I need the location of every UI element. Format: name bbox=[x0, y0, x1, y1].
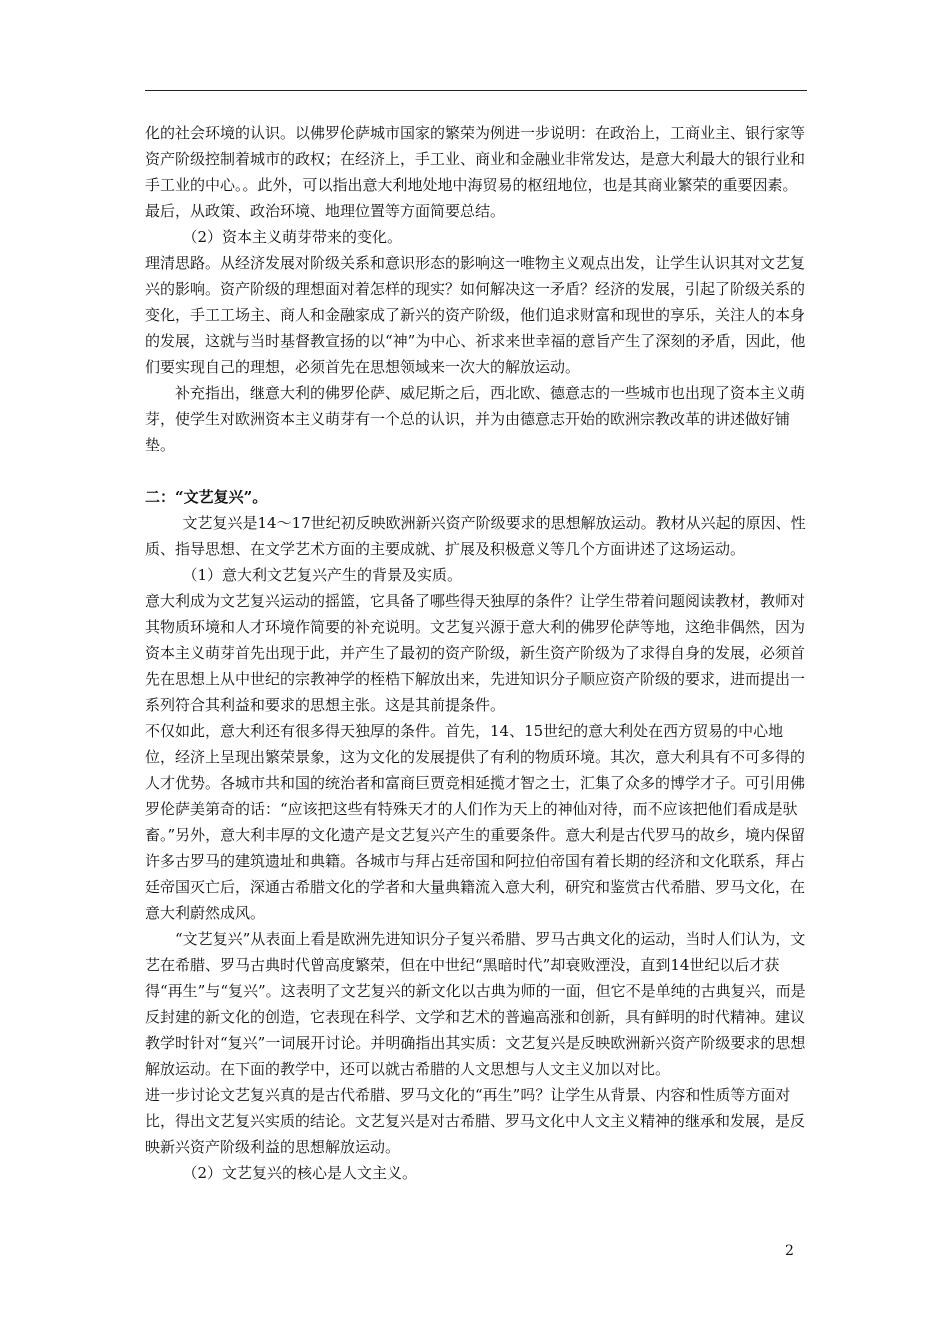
document-body bbox=[145, 120, 807, 1186]
subheading: （2）资本主义萌芽带来的变化。 bbox=[182, 228, 403, 246]
paragraph: 意大利成为文艺复兴运动的摇篮，它具备了哪些得天独厚的条件？让学生带着问题阅读教材，教师对其物质环境和人才环境作简要的补充说明。文艺复兴源于意大利的佛罗伦萨等地，这绝非偶然，因为资本主义萌芽首先出现于此，并产生了最初的资产阶级，新生资产阶级为了求得自身的发展，必须首先在思想上从中世纪的宗教神学的桎梏下解放出来，先进知识分子顺应资产阶级的要求，进而提出一系列符合其利益和要求的思想主张。这是其前提条件。 bbox=[145, 592, 806, 714]
subheading: （2）文艺复兴的核心是人文主义。 bbox=[182, 1164, 418, 1182]
subheading: （1）意大利文艺复兴产生的背景及实质。 bbox=[182, 566, 463, 584]
spacer bbox=[145, 458, 807, 484]
paragraph: 补充指出，继意大利的佛罗伦萨、威尼斯之后，西北欧、德意志的一些城市也出现了资本主义萌芽，使学生对欧洲资本主义萌芽有一个总的认识，并为由德意志开始的欧洲宗教改革的讲述做好铺垫。 bbox=[145, 384, 806, 454]
paragraph: “文艺复兴”从表面上看是欧洲先进知识分子复兴希腊、罗马古典文化的运动，当时人们认为，文艺在希腊、罗马古典时代曾高度繁荣，但在中世纪“黑暗时代”却衰败湮没，直到14世纪以后才获得“再生”与“复兴”。这表明了文艺复兴的新文化以古典为师的一面，但它不是单纯的古典复兴，而是反封建的新文化的创造，它表现在科学、文学和艺术的普遍高涨和创新，具有鲜明的时代精神。建议教学时针对“复兴”一词展开讨论。并明确指出其实质：文艺复兴是反映欧洲新兴资产阶级要求的思想解放运动。在下面的教学中，还可以就古希腊的人文思想与人文主义加以对比。 bbox=[145, 930, 806, 1078]
paragraph: 理清思路。从经济发展对阶级关系和意识形态的影响这一唯物主义观点出发，让学生认识其对文艺复兴的影响。资产阶级的理想面对着怎样的现实？如何解决这一矛盾？经济的发展，引起了阶级关系的变化，手工工场主、商人和金融家成了新兴的资产阶级，他们追求财富和现世的享乐，关注人的本身的发展，这就与当时基督教宣扬的以“神”为中心、祈求来世幸福的意旨产生了深刻的矛盾，因此，他们要实现自己的理想，必须首先在思想领域来一次大的解放运动。 bbox=[145, 254, 806, 376]
section-heading: 二：“文艺复兴”。 bbox=[145, 488, 268, 506]
paragraph: 化的社会环境的认识。以佛罗伦萨城市国家的繁荣为例进一步说明：在政治上，工商业主、银行家等资产阶级控制着城市的政权；在经济上，手工业、商业和金融业非常发达，是意大利最大的银行业和手工业的中心。。此外，可以指出意大利地处地中海贸易的枢纽地位，也是其商业繁荣的重要因素。最后，从政策、政治环境、地理位置等方面简要总结。 bbox=[145, 124, 806, 220]
paragraph: 不仅如此，意大利还有很多得天独厚的条件。首先，14、15世纪的意大利处在西方贸易的中心地位，经济上呈现出繁荣景象，这为文化的发展提供了有利的物质环境。其次，意大利具有不可多得的人才优势。各城市共和国的统治者和富商巨贾竞相延揽才智之士，汇集了众多的博学才子。可引用佛罗伦萨美第奇的话：“应该把这些有特殊天才的人们作为天上的神仙对待，而不应该把他们看成是驮畜。”另外，意大利丰厚的文化遗产是文艺复兴产生的重要条件。意大利是古代罗马的故乡，境内保留许多古罗马的建筑遗址和典籍。各城市与拜占廷帝国和阿拉伯帝国有着长期的经济和文化联系，拜占廷帝国灭亡后，深通古希腊文化的学者和大量典籍流入意大利，研究和鉴赏古代希腊、罗马文化，在意大利蔚然成风。 bbox=[145, 722, 806, 922]
paragraph: 文艺复兴是14～17世纪初反映欧洲新兴资产阶级要求的思想解放运动。教材从兴起的原因、性质、指导思想、在文学艺术方面的主要成就、扩展及积极意义等几个方面讲述了这场运动。 bbox=[145, 514, 806, 558]
page-number: 2 bbox=[785, 1243, 794, 1259]
paragraph: 进一步讨论文艺复兴真的是古代希腊、罗马文化的“再生”吗？让学生从背景、内容和性质等方面对比，得出文艺复兴实质的结论。文艺复兴是对古希腊、罗马文化中人文主义精神的继承和发展，是反映新兴资产阶级利益的思想解放运动。 bbox=[145, 1086, 806, 1156]
header-rule bbox=[145, 90, 807, 91]
